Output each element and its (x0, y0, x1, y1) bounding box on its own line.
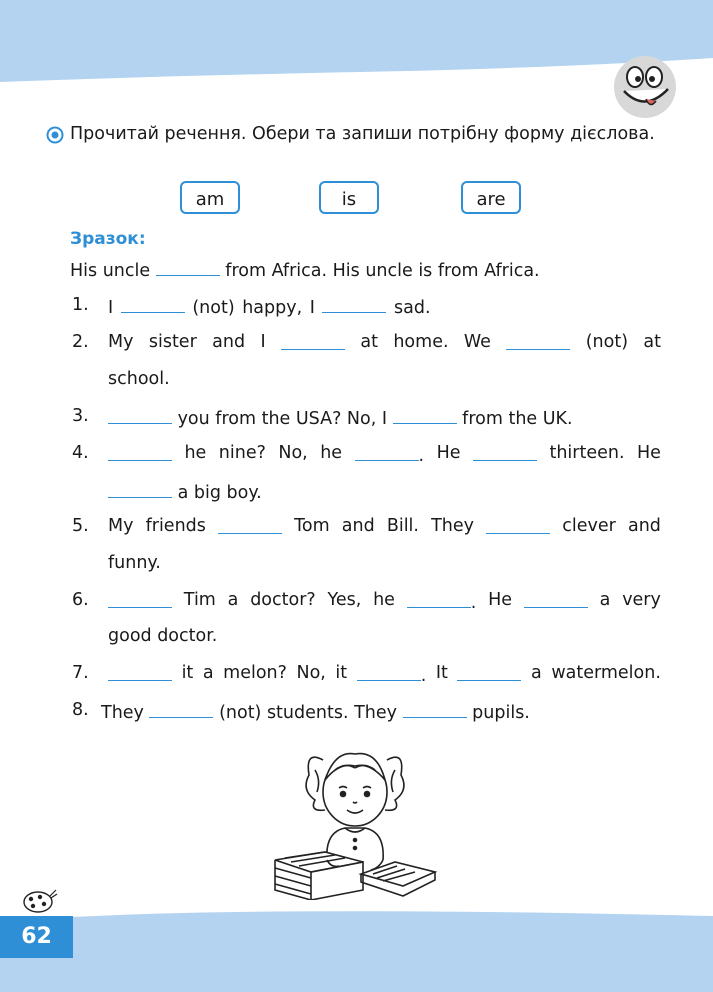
exercise-line-5: My friends Tom and Bill. They clever and (108, 516, 661, 536)
answer-blank[interactable] (218, 514, 282, 534)
item-number: 8. (72, 700, 89, 720)
exercise-line-4: he nine? No, he . He thirteen. He (108, 441, 661, 468)
task-text: Прочитай речення. Обери та запиши потрібну форму дієслова. (70, 124, 655, 144)
item-number: 6. (72, 590, 89, 610)
answer-blank[interactable] (108, 588, 172, 608)
sample-sentence: His uncle from Africa. His uncle is from Africa. (70, 256, 540, 280)
exercise-line-4-cont: a big boy. (108, 478, 262, 502)
answer-blank[interactable] (149, 698, 213, 718)
answer-blank[interactable] (108, 404, 172, 424)
answer-blank[interactable] (407, 588, 471, 608)
item-number: 2. (72, 332, 89, 352)
answer-blank[interactable] (108, 441, 172, 461)
answer-blank[interactable] (524, 588, 588, 608)
exercise-line-3: you from the USA? No, I from the UK. (108, 404, 573, 428)
answer-blank[interactable] (473, 441, 537, 461)
option-am: am (180, 181, 240, 214)
item-number: 7. (72, 663, 89, 683)
answer-blank[interactable] (322, 293, 386, 313)
answer-blank[interactable] (393, 404, 457, 424)
exercise-line-1: I (not) happy, I sad. (108, 293, 431, 317)
item-number: 3. (72, 406, 89, 426)
exercise-line-5-cont: funny. (108, 553, 161, 573)
item-number: 5. (72, 516, 89, 536)
answer-blank[interactable] (357, 661, 421, 681)
answer-blank[interactable] (403, 698, 467, 718)
item-number: 4. (72, 443, 89, 463)
option-is: is (319, 181, 379, 214)
exercise-line-8: They (not) students. They pupils. (101, 698, 530, 722)
task-bullet-icon (46, 126, 64, 144)
exercise-line-2-cont: school. (108, 369, 170, 389)
exercise-line-2: My sister and I at home. We (not) at (108, 332, 661, 352)
smiley-face-icon (612, 55, 678, 119)
answer-blank[interactable] (108, 661, 172, 681)
task-instruction (46, 120, 662, 148)
exercise-line-6-cont: good doctor. (108, 626, 218, 646)
bottom-decorative-band (0, 900, 713, 992)
option-are: are (461, 181, 521, 214)
ladybug-icon (18, 886, 58, 914)
page-number: 62 (0, 916, 73, 958)
exercise-line-6: Tim a doctor? Yes, he . He a very (108, 588, 661, 615)
answer-blank[interactable] (486, 514, 550, 534)
girl-reading-illustration (265, 740, 445, 900)
item-number: 1. (72, 295, 89, 315)
answer-blank[interactable] (121, 293, 185, 313)
top-decorative-band (0, 0, 713, 82)
answer-blank[interactable] (355, 441, 419, 461)
answer-blank[interactable] (506, 330, 570, 350)
answer-blank[interactable] (156, 256, 220, 276)
sample-label: Зразок: (70, 229, 146, 249)
answer-blank[interactable] (457, 661, 521, 681)
answer-blank[interactable] (108, 478, 172, 498)
exercise-line-7: it a melon? No, it . It a watermelon. (108, 661, 661, 688)
answer-blank[interactable] (281, 330, 345, 350)
